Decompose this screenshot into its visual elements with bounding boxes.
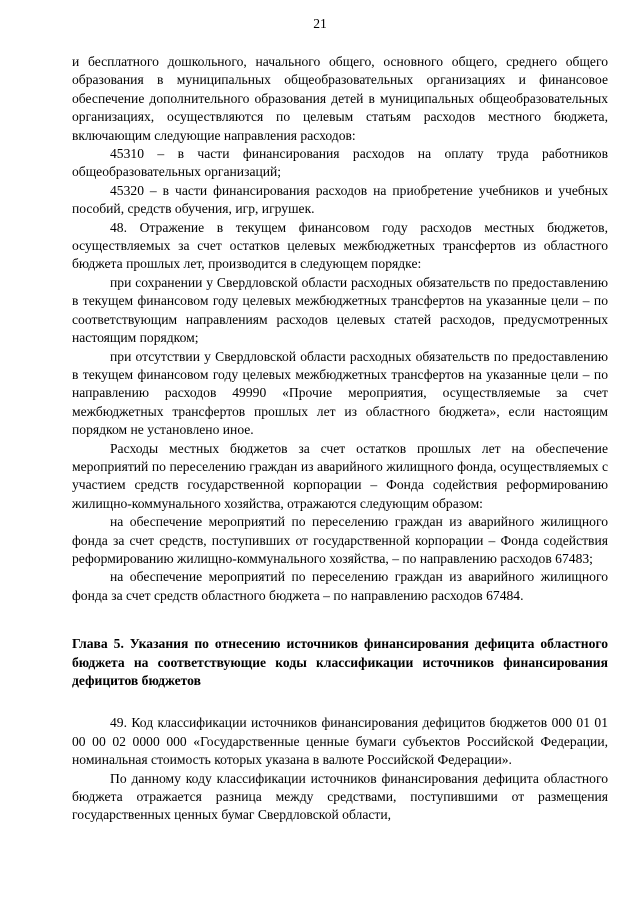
paragraph: Расходы местных бюджетов за счет остатков прошлых лет на обеспечение мероприятий по переселению граждан из аварийного жилищного фонда, осуществляемых с участием средств государственной корпорации – Фонда содействия реформированию жилищно-коммунального хозяйства, отражаются следующим образом: — [72, 440, 608, 511]
paragraph: 49. Код классификации источников финансирования дефицитов бюджетов 000 01 01 00 00 02 0000 000 «Государственные ценные бумаги субъектов Российской Федерации, номинальная стоимость которых указана в валюте Российской Федерации». — [72, 715, 608, 768]
paragraph: на обеспечение мероприятий по переселению граждан из аварийного жилищного фонда за счет средств, поступивших от государственной корпорации – Фонда содействия реформированию жилищно-коммунального хозяйства, – по направлению расходов 67483; — [72, 514, 608, 566]
paragraph: при сохранении у Свердловской области расходных обязательств по предоставлению в текущем финансовом году целевых межбюджетных трансфертов на указанные цели – по соответствующим направлениям расходов целевых статей расходов, предусмотренных настоящим порядком; — [72, 274, 608, 346]
paragraph: при отсутствии у Свердловской области расходных обязательств по предоставлению в текущем финансовом году целевых межбюджетных трансфертов на указанные цели – по направлению расходов 49990 «Прочие мероприятия, осуществляемые за счет межбюджетных трансфертов прошлых лет из областного бюджета», если настоящим порядком не установлено иное. — [72, 348, 608, 438]
paragraph: и бесплатного дошкольного, начального общего, основного общего, среднего общего образования в муниципальных общеобразовательных организациях и финансовое обеспечение дополнительного образования детей в муниципальных общеобразовательных организациях, осуществляются по целевым статьям расходов местного бюджета, включающим следующие направления расходов: — [72, 54, 608, 143]
body-text — [72, 53, 608, 825]
paragraph: По данному коду классификации источников финансирования дефицита областного бюджета отражается разница между средствами, поступившими от размещения государственных ценных бумаг Свердловской области, — [72, 770, 608, 823]
paragraph: 48. Отражение в текущем финансовом году расходов местных бюджетов, осуществляемых за счет остатков целевых межбюджетных трансфертов из областного бюджета прошлых лет, производится в следующем порядке: — [72, 219, 608, 272]
paragraph: на обеспечение мероприятий по переселению граждан из аварийного жилищного фонда за счет средств областного бюджета – по направлению расходов 67484. — [72, 569, 608, 603]
chapter-title: Глава 5. Указания по отнесению источников финансирования дефицита областного бюджета на соответствующие коды классификации источников финансирования дефицитов бюджетов — [72, 636, 608, 688]
paragraph: 45320 – в части финансирования расходов на приобретение учебников и учебных пособий, средств обучения, игр, игрушек. — [72, 182, 608, 217]
page-number: 21 — [313, 16, 327, 31]
paragraph: 45310 – в части финансирования расходов на оплату труда работников общеобразовательных организаций; — [72, 146, 608, 180]
